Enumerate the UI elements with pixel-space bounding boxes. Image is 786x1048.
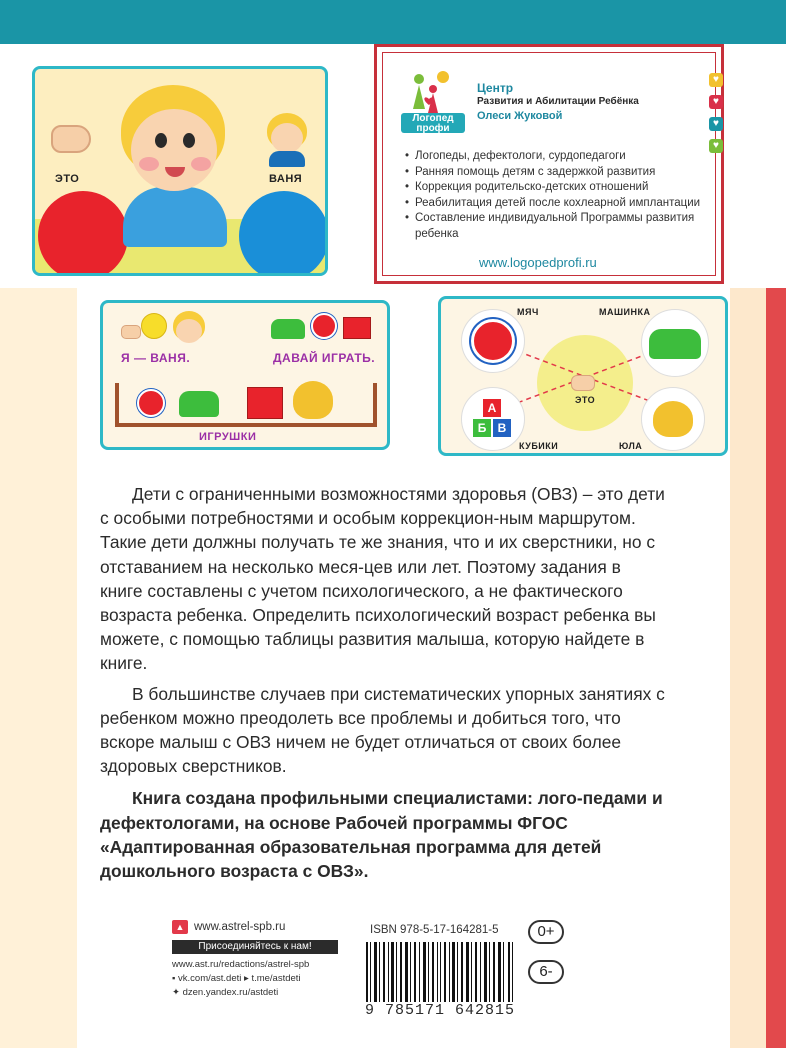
heart-icon-green: ♥	[709, 139, 723, 153]
pointing-hand-icon	[571, 375, 595, 391]
age-rating-6minus: 6-	[528, 960, 564, 984]
center-title-line-2: Развития и Абилитации Ребёнка	[477, 96, 639, 107]
center-title-line-3: Олеси Жуковой	[477, 110, 563, 122]
boy-shirt	[123, 187, 227, 247]
right-cream-band	[730, 288, 766, 1048]
spinning-top-icon	[653, 401, 693, 437]
ball-icon	[471, 319, 515, 363]
telegram-icon: ▸	[244, 973, 249, 984]
phrase-davai-igrat: ДАВАЙ ИГРАТЬ.	[273, 351, 376, 365]
small-boy-shirt	[269, 151, 305, 167]
vk-link[interactable]: vk.com/ast.deti	[178, 973, 242, 984]
shelf-label-toys: ИГРУШКИ	[199, 431, 257, 443]
boy-face	[131, 109, 217, 191]
age-rating-0plus: 0+	[528, 920, 564, 944]
small-boy-face	[176, 319, 202, 343]
shelf-car-icon	[179, 391, 219, 417]
label-car: МАШИНКА	[599, 307, 651, 317]
social-link-ast[interactable]: www.ast.ru/redactions/astrel-spb	[172, 959, 310, 970]
ball-icon	[311, 313, 337, 339]
heart-icon-teal: ♥	[709, 117, 723, 131]
blue-ball	[239, 191, 328, 276]
phrase-ya-vanya: Я — ВАНЯ.	[121, 351, 191, 365]
label-blocks: КУБИКИ	[519, 441, 559, 451]
publisher-site-text: www.astrel-spb.ru	[194, 921, 286, 934]
label-vanya: ВАНЯ	[269, 173, 303, 185]
smiley-icon	[141, 313, 167, 339]
service-item: • Ранняя помощь детям с задержкой развития	[405, 165, 723, 181]
info-inner-frame	[382, 52, 719, 276]
block-b: Б	[473, 419, 491, 437]
label-center-eto: ЭТО	[575, 395, 596, 405]
shelf-top-icon	[293, 381, 333, 419]
service-item: • Логопеды, дефектологи, сурдопедагоги	[405, 149, 723, 165]
heart-icon-yellow: ♥	[709, 73, 723, 87]
panel-boy-balls	[32, 66, 328, 276]
red-ball	[38, 191, 128, 276]
boy-left-eye	[155, 133, 167, 148]
join-us-banner: Присоединяйтесь к нам!	[172, 940, 338, 954]
pointing-hand-icon	[121, 325, 141, 339]
toy-car-icon	[271, 319, 305, 339]
center-title-line-1: Центр	[477, 81, 514, 95]
dzen-icon: ✦	[172, 987, 180, 998]
body-text	[100, 482, 666, 883]
left-margin-band	[0, 288, 77, 1048]
paragraph-2: В большинстве случаев при систематических упорных занятиях с ребенком можно преодолеть все проблемы и добиться того, что вскоре малыш с ОВЗ ничем не будет отличаться от своих более здоровых сверстников.	[100, 683, 665, 777]
paragraph-1: Дети с ограниченными возможностями здоровья (ОВЗ) – это дети с особыми потребностями и особым коррекцион-ным маршрутом. Такие дети должны получать те же знания, что и их сверстники, но с отставанием на несколько меся-цев или лет. Поэтому задания в книге составлены с учетом психологического, а не фактического возраста ребенка. Определить психологический возраст ребенка вы можете, с помощью таблицы развития малыша, которую найдете в книге.	[100, 484, 665, 674]
boy-left-cheek	[139, 157, 159, 171]
panel-toys-shelf	[100, 300, 390, 450]
label-top: ЮЛА	[619, 441, 643, 451]
isbn-text: ISBN 978-5-17-164281-5	[370, 924, 499, 936]
boy-right-eye	[183, 133, 195, 148]
pointing-hand-icon	[51, 125, 91, 153]
publisher-site[interactable]	[172, 920, 285, 934]
boy-right-cheek	[191, 157, 211, 171]
heart-icons	[709, 73, 725, 161]
label-eto: ЭТО	[55, 173, 80, 185]
center-info-box	[374, 44, 724, 284]
block-v: В	[493, 419, 511, 437]
social-link-dzen	[172, 986, 278, 999]
top-band	[0, 0, 786, 44]
dzen-link[interactable]: dzen.yandex.ru/astdeti	[182, 987, 279, 998]
blocks-icon	[343, 317, 371, 339]
social-link-vk-tg	[172, 972, 301, 985]
toy-car-icon	[649, 329, 701, 359]
right-red-band	[766, 288, 786, 1048]
heart-icon-red: ♥	[709, 95, 723, 109]
ast-logo-icon: ▲	[172, 920, 188, 934]
logo-text: Логопед профи	[401, 113, 465, 133]
shelf-ball-icon	[137, 389, 165, 417]
paragraph-bold: Книга создана профильными специалистами: лого-педами и дефектологами, на основе Рабочей программы ФГОС «Адаптированная образовательная программа для детей дошкольного возраста с ОВЗ».	[100, 788, 663, 882]
service-item: • Составление индивидуальной Программы развития ребенка	[405, 211, 723, 242]
center-website-link[interactable]: www.logopedprofi.ru	[479, 255, 597, 270]
telegram-link[interactable]: t.me/astdeti	[251, 973, 301, 984]
service-item: • Коррекция родительско-детских отношений	[405, 180, 723, 196]
small-boy-face	[271, 123, 303, 153]
service-item: • Реабилитация детей после кохлеарной имплантации	[405, 196, 723, 212]
block-a: А	[483, 399, 501, 417]
panel-toy-matching	[438, 296, 728, 456]
services-list	[405, 149, 723, 242]
shelf-blocks-icon	[247, 387, 283, 419]
barcode-digits: 9 785171 642815	[350, 1002, 530, 1019]
vk-icon: ▪	[172, 973, 176, 984]
center-title	[477, 81, 639, 123]
label-ball: МЯЧ	[517, 307, 539, 317]
